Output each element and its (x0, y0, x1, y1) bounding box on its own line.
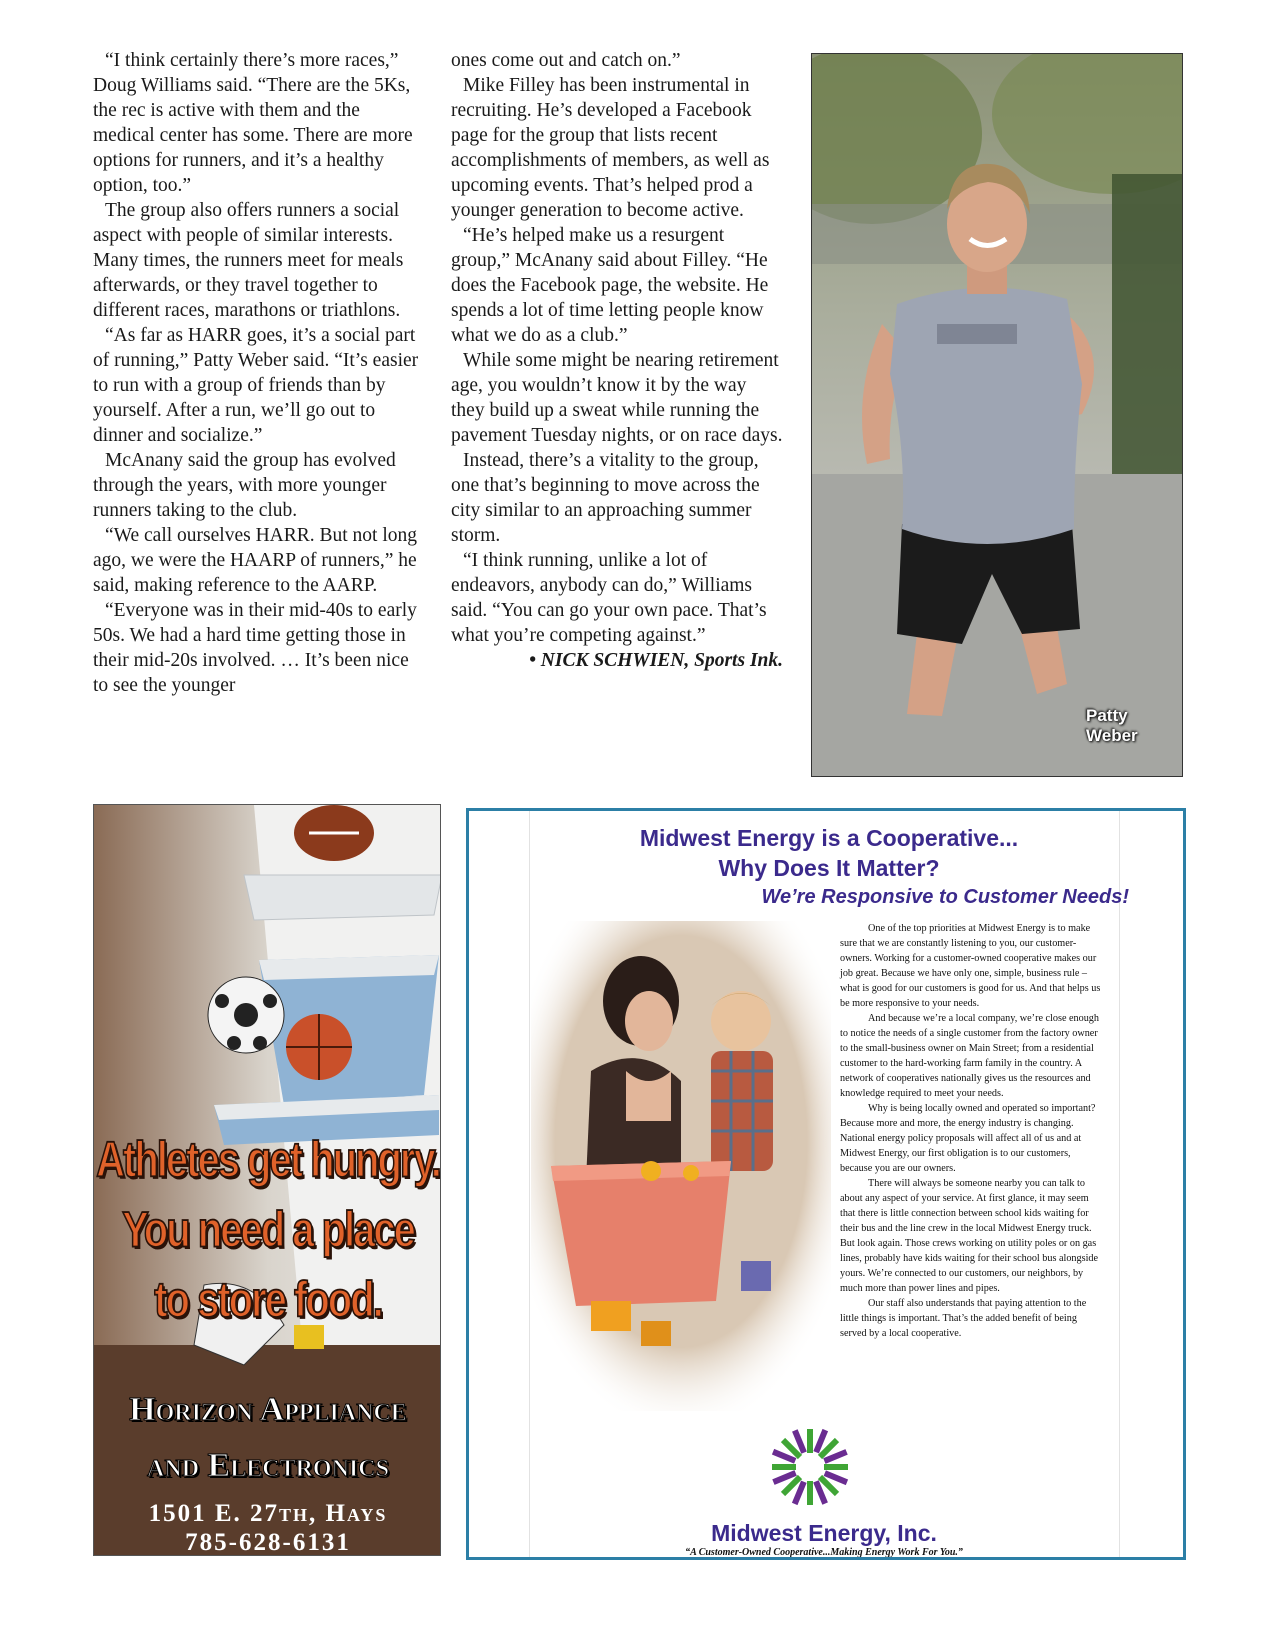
layout-guide-line (1119, 811, 1120, 1557)
horizon-phone[interactable]: 785-628-6131 (185, 1529, 351, 1556)
paragraph: Mike Filley has been instrumental in recruiting. He’s developed a Facebook page for the group that lists recent accomplishments of members, as well as upcoming events. That’s helped prod a younger generation to become active. (451, 75, 770, 221)
runner-photo-illustration (812, 54, 1183, 777)
starburst-logo-icon (764, 1421, 856, 1513)
paragraph: “As far as HARR goes, it’s a social part of running,” Patty Weber said. “It’s easier to run with a group of friends than by yourself. After a run, we’ll go out to dinner and socialize.” (93, 325, 419, 446)
paragraph: ones come out and catch on.” (451, 50, 681, 71)
horizon-contact (94, 1499, 441, 1556)
paragraph: While some might be nearing retirement age, you wouldn’t know it by the way they build up a sweat while running the pavement Tuesday nights, or on race days. (451, 350, 783, 446)
midwest-subheading: We’re Responsive to Customer Needs! (761, 886, 1129, 908)
article-column-2 (451, 48, 783, 673)
horizon-business-name: Horizon Appliance and Electronics (129, 1391, 407, 1484)
paragraph: “We call ourselves HARR. But not long ago, we were the HAARP of runners,” he said, making reference to the AARP. (93, 525, 418, 596)
paragraph: “He’s helped make us a resurgent group,” McAnany said about Filley. “He does the Facebook page, the website. He spends a lot of time letting people know what we do as a club.” (451, 225, 769, 346)
midwest-body-text (840, 921, 1103, 1341)
article-column-1 (93, 48, 419, 698)
paragraph: Our staff also understands that paying attention to the little things is important. That’s the added benefit of being served by a local cooperative. (840, 1298, 1087, 1339)
midwest-company-name: Midwest Energy, Inc. (711, 1520, 937, 1546)
paragraph: The group also offers runners a social aspect with people of similar interests. Many times, the runners meet for meals afterwards, or they travel together to different races, marathons or triathlons. (93, 200, 404, 321)
runner-photo (811, 53, 1183, 777)
horizon-appliance-ad[interactable] (93, 804, 441, 1556)
midwest-tagline: “A Customer-Owned Cooperative...Making Energy Work For You.” (685, 1547, 963, 1558)
layout-guide-line (529, 811, 530, 1557)
photo-caption: Patty Weber (1086, 706, 1138, 745)
mother-child-photo (531, 921, 831, 1411)
horizon-address: 1501 E. 27th, Hays (148, 1500, 388, 1527)
midwest-heading: Midwest Energy is a Cooperative... Why Does It Matter? (639, 825, 1019, 881)
paragraph: McAnany said the group has evolved through the years, with more younger runners taking to the club. (93, 450, 396, 521)
horizon-headline: Athletes get hungry. You need a place to store food. (96, 1132, 440, 1328)
paragraph: Instead, there’s a vitality to the group, one that’s beginning to move across the city similar to an approaching summer storm. (451, 450, 760, 546)
midwest-energy-ad[interactable] (466, 808, 1186, 1560)
paragraph: And because we’re a local company, we’re close enough to notice the needs of a single customer from the factory owner to the small-business owner on Main Street; from a residential customer to the hard-working farm family in the country. A network of cooperatives nationally gives us the resources and knowledge required to meet your needs. (840, 1013, 1099, 1099)
paragraph: One of the top priorities at Midwest Energy is to make sure that we are constantly listening to you, our customer-owners. Working for a customer-owned cooperative makes our job great. Because we have only one, simple, business rule – what is good for our customers is good for us. And that helps us be more responsive to your needs. (840, 923, 1101, 1009)
paragraph: Why is being locally owned and operated so important? Because more and more, the energy industry is changing. National energy policy proposals will affect all of us and at Midwest Energy, our first obligation is to our customers, because you are our owners. (840, 1103, 1096, 1174)
paragraph: “Everyone was in their mid-40s to early 50s. We had a hard time getting those in their mid-20s involved. … It’s been nice to see the younger (93, 600, 417, 696)
byline: • NICK SCHWIEN, Sports Ink. (529, 650, 783, 671)
paragraph: “I think running, unlike a lot of endeavors, anybody can do,” Williams said. “You can go your own pace. That’s what you’re competing against.” (451, 550, 767, 646)
paragraph: “I think certainly there’s more races,” Doug Williams said. “There are the 5Ks, the rec is active with them and the medical center has some. There are more options for runners, and it’s a healthy option, too.” (93, 50, 413, 196)
paragraph: There will always be someone nearby you can talk to about any aspect of your service. At first glance, it may seem that there is little connection between school kids waiting for their bus and the line crew in the local Midwest Energy truck. But look again. Those crews working on utility poles or on gas lines, probably have kids waiting for their school bus alongside yours. We’re connected to our customers, our neighbors, by much more than power lines and pipes. (840, 1178, 1099, 1294)
